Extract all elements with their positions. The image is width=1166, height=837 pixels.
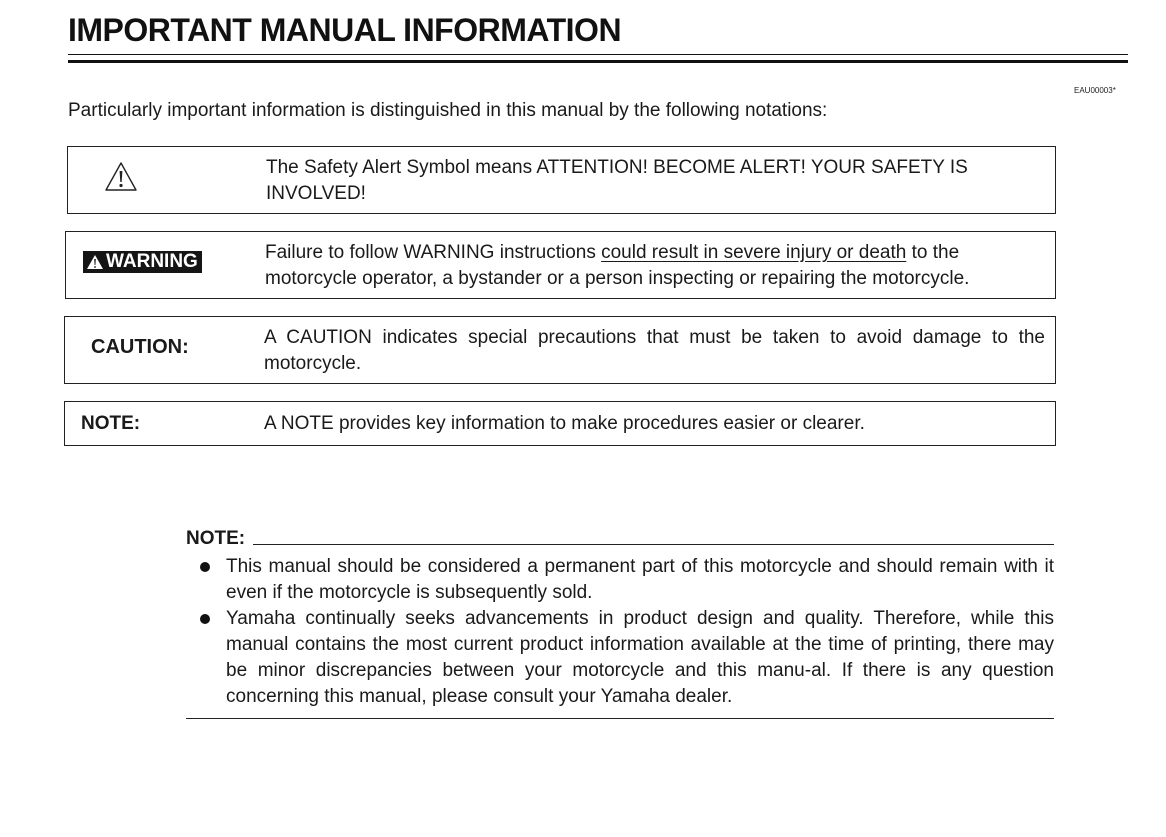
note-bullet-item	[186, 606, 1054, 710]
note-section	[186, 528, 1054, 719]
warning-label: WARNING	[106, 251, 198, 272]
caution-text: A CAUTION indicates special precautions that must be taken to avoid damage to the motorcycle.	[264, 327, 1045, 374]
caution-label: CAUTION:	[91, 336, 189, 358]
note-section-title: NOTE:	[186, 528, 246, 549]
warning-text-underlined: could result in severe injury or death	[601, 242, 907, 263]
safety-alert-text: The Safety Alert Symbol means ATTENTION! BECOME ALERT! YOUR SAFETY IS INVOLVED!	[266, 157, 968, 204]
note-bullet-text: Yamaha continually seeks advancements in product design and quality. Therefore, while this manual contains the most current product information available at the time of printing, there may be minor discrepancies between your motorcycle and this manu-al. If there is any question concerning this manual, please consult your Yamaha dealer.	[226, 608, 1054, 707]
title-rule-thin	[68, 54, 1128, 55]
note-bullet-text: This manual should be considered a permanent part of this motorcycle and should remain with it even if the motorcycle is subsequently sold.	[226, 556, 1054, 603]
warning-text-end: to the motorcycle operator, a bystander or a person inspecting or repairing the motorcycle.	[265, 242, 970, 289]
warning-badge	[83, 251, 202, 273]
warning-triangle-icon	[86, 254, 104, 270]
intro-text: Particularly important information is distinguished in this manual by the following notations:	[68, 100, 828, 121]
warning-box	[65, 231, 1056, 299]
warning-text-start: Failure to follow WARNING instructions	[265, 242, 602, 263]
bullet-dot-icon	[200, 562, 210, 572]
page-title: IMPORTANT MANUAL INFORMATION	[68, 12, 622, 48]
document-code: EAU00003*	[1074, 86, 1116, 95]
note-section-heading	[186, 528, 1054, 550]
safety-alert-triangle-icon	[104, 161, 138, 193]
note-text: A NOTE provides key information to make procedures easier or clearer.	[264, 413, 865, 434]
title-rule-thick	[68, 60, 1128, 63]
note-label: NOTE:	[81, 413, 141, 434]
note-heading-rule	[253, 544, 1054, 545]
note-bullet-list	[186, 554, 1054, 710]
bullet-dot-icon	[200, 614, 210, 624]
warning-text	[265, 240, 1045, 292]
safety-alert-box	[67, 146, 1056, 214]
note-box	[64, 401, 1056, 446]
note-bottom-rule	[186, 718, 1054, 719]
caution-box	[64, 316, 1056, 384]
note-bullet-item	[186, 554, 1054, 606]
